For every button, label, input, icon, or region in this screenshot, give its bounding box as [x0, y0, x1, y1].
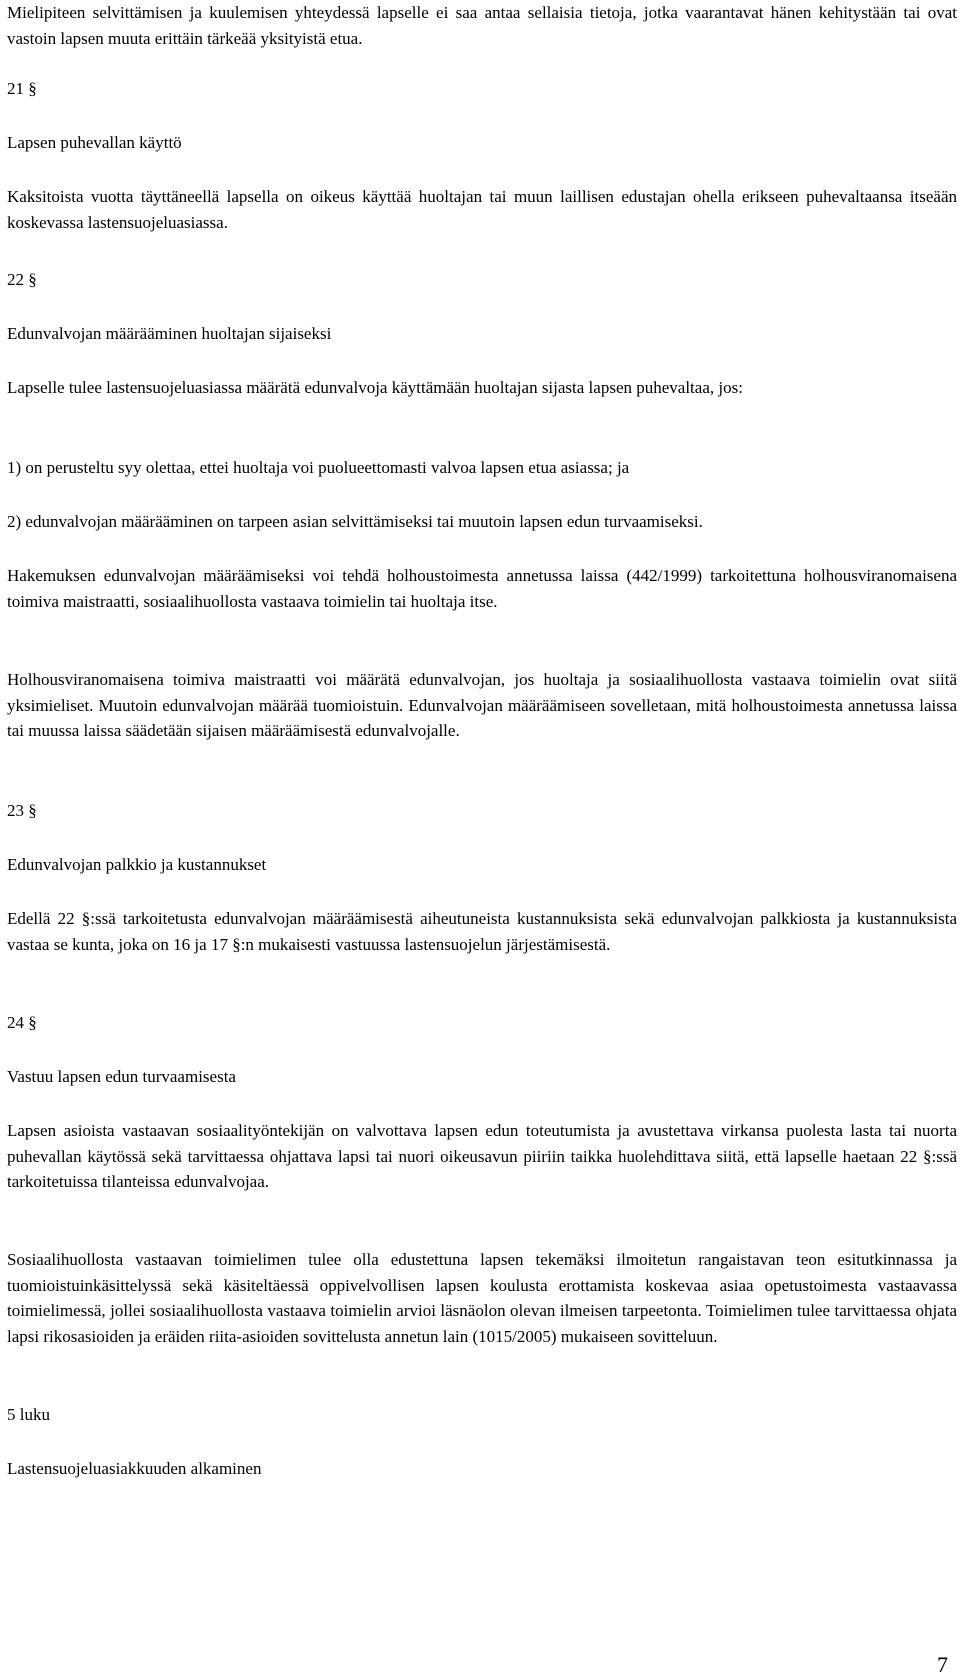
- section-24-number: 24 §: [7, 1013, 37, 1032]
- section-24-paragraph-1: Lapsen asioista vastaavan sosiaalityöntekijän on valvottava lapsen edun toteutumista ja avustettava virkansa puolesta lasta tai nuorta puhevallan käytössä sekä tarvittaessa ohjattava lapsi tai nuori oikeusavun piiriin taikka huolehdittava siitä, että lapselle haetaan 22 §:ssä tarkoitetuissa tilanteissa edunvalvojaa.: [7, 1121, 957, 1192]
- section-22-item-1: 1) on perusteltu syy olettaa, ettei huoltaja voi puolueettomasti valvoa lapsen etua asiassa; ja: [7, 458, 630, 477]
- section-22-number: 22 §: [7, 270, 37, 289]
- section-24-title: Vastuu lapsen edun turvaamisesta: [7, 1067, 236, 1086]
- section-22-paragraph-3: Holhousviranomaisena toimiva maistraatti voi määrätä edunvalvojan, jos huoltaja ja sosiaalihuollosta vastaava toimielin ovat siitä yksimieliset. Muutoin edunvalvojan määrää tuomioistuin. Edunvalvojan määräämiseen sovelletaan, mitä holhoustoimesta annetussa laissa tai muussa laissa säädetään sijaisen määräämisestä edunvalvojalle.: [7, 670, 957, 741]
- chapter-5-title: Lastensuojeluasiakkuuden alkaminen: [7, 1459, 262, 1478]
- section-22-paragraph-1: Lapselle tulee lastensuojeluasiassa määrätä edunvalvoja käyttämään huoltajan sijasta lapsen puhevaltaa, jos:: [7, 378, 743, 397]
- section-24-paragraph-2: Sosiaalihuollosta vastaavan toimielimen tulee olla edustettuna lapsen tekemäksi ilmoitetun rangaistavan teon esitutkinnassa ja tuomioistuinkäsittelyssä sekä käsiteltäessä oppivelvollisen lapsen koulusta erottamista koskevaa asiaa opetustoimesta vastaavassa toimielimessä, jollei sosiaalihuollosta vastaava toimielin arvioi läsnäolon olevan ilmeisen tarpeetonta. Toimielimen tulee tarvittaessa ohjata lapsi rikosasioiden ja eräiden riita-asioiden sovittelusta annetun lain (1015/2005) mukaiseen sovitteluun.: [7, 1250, 957, 1346]
- section-21-number: 21 §: [7, 79, 37, 98]
- section-22-title: Edunvalvojan määrääminen huoltajan sijaiseksi: [7, 324, 332, 343]
- section-22-item-2: 2) edunvalvojan määrääminen on tarpeen asian selvittämiseksi tai muutoin lapsen edun turvaamiseksi.: [7, 512, 703, 531]
- section-23-number: 23 §: [7, 801, 37, 820]
- section-23-paragraph-1: Edellä 22 §:ssä tarkoitetusta edunvalvojan määräämisestä aiheutuneista kustannuksista sekä edunvalvojan palkkiosta ja kustannuksista vastaa se kunta, joka on 16 ja 17 §:n mukaisesti vastuussa lastensuojelun järjestämisestä.: [7, 909, 957, 954]
- document-page: [7, 0, 957, 1678]
- page-number: 7: [937, 1652, 948, 1677]
- section-21-title: Lapsen puhevallan käyttö: [7, 133, 182, 152]
- section-21-paragraph-1: Kaksitoista vuotta täyttäneellä lapsella on oikeus käyttää huoltajan tai muun laillisen edustajan ohella erikseen puhevaltaansa itseään koskevassa lastensuojeluasiassa.: [7, 187, 957, 232]
- section-22-paragraph-2: Hakemuksen edunvalvojan määräämiseksi voi tehdä holhoustoimesta annetussa laissa (442/1999) tarkoitettuna holhousviranomaisena toimiva maistraatti, sosiaalihuollosta vastaava toimielin tai huoltaja itse.: [7, 566, 957, 611]
- chapter-5-number: 5 luku: [7, 1405, 50, 1424]
- section-23-title: Edunvalvojan palkkio ja kustannukset: [7, 855, 267, 874]
- intro-paragraph: Mielipiteen selvittämisen ja kuulemisen yhteydessä lapselle ei saa antaa sellaisia tietoja, jotka vaarantavat hänen kehitystään tai ovat vastoin lapsen muuta erittäin tärkeää yksityistä etua.: [7, 3, 957, 48]
